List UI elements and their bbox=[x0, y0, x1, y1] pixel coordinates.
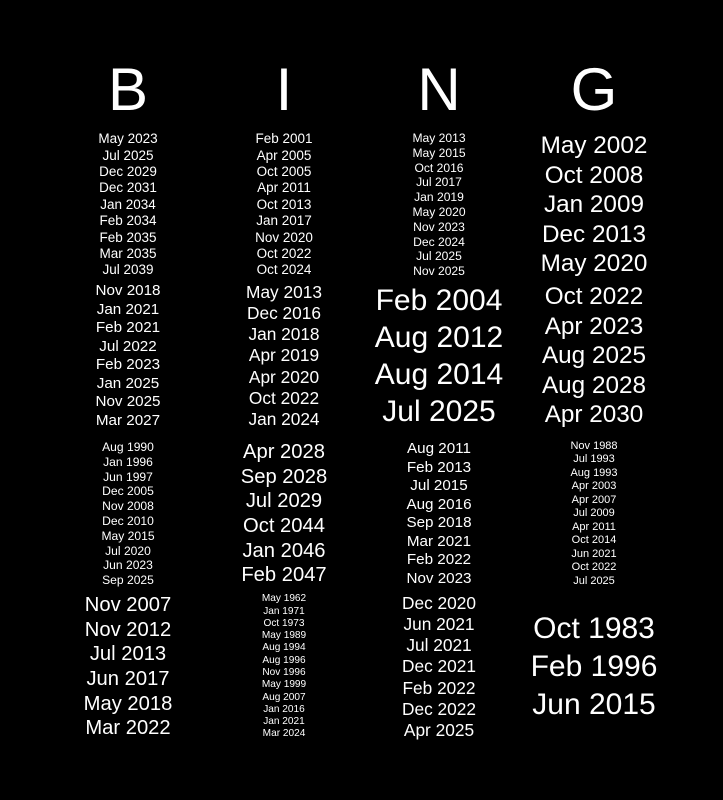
date-entry: Dec 2005 bbox=[102, 484, 154, 499]
date-entry: Aug 2028 bbox=[541, 371, 647, 399]
date-entry: Apr 2025 bbox=[403, 719, 475, 740]
date-entry: Dec 2024 bbox=[413, 234, 465, 249]
bingo-cell-n-3 bbox=[361, 440, 517, 588]
date-entry: Oct 2022 bbox=[248, 387, 320, 408]
date-entry: Feb 2047 bbox=[241, 564, 327, 587]
date-entry: Jul 2015 bbox=[410, 477, 468, 494]
date-entry: Jan 2021 bbox=[96, 300, 160, 318]
date-entry: Aug 2016 bbox=[406, 495, 472, 513]
date-entry: Feb 2013 bbox=[406, 458, 472, 476]
bingo-cell-b-2 bbox=[50, 282, 206, 430]
date-entry: May 2013 bbox=[412, 131, 466, 146]
date-entry: Jul 2022 bbox=[99, 337, 157, 355]
bingo-cell-g-1 bbox=[516, 131, 672, 279]
date-entry: May 2015 bbox=[412, 145, 466, 160]
date-entry: Sep 2018 bbox=[406, 514, 472, 531]
date-entry: Nov 2023 bbox=[406, 569, 472, 587]
date-entry: Jul 2025 bbox=[102, 147, 154, 163]
date-entry: Jan 2034 bbox=[100, 196, 156, 212]
date-entry: Nov 1988 bbox=[570, 439, 618, 452]
date-entry: Aug 1994 bbox=[262, 642, 306, 654]
date-entry: Jul 2020 bbox=[105, 543, 151, 558]
date-entry: Oct 2044 bbox=[243, 515, 325, 537]
date-entry: Mar 2021 bbox=[406, 532, 472, 550]
date-entry: Jun 2023 bbox=[103, 558, 153, 573]
title-letter-n: N bbox=[417, 56, 461, 123]
date-entry: Apr 2011 bbox=[572, 520, 616, 533]
date-entry: Dec 2010 bbox=[102, 514, 154, 528]
date-entry: Aug 1996 bbox=[262, 654, 306, 666]
date-entry: Nov 2018 bbox=[95, 282, 161, 299]
date-entry: Dec 2021 bbox=[402, 656, 476, 677]
date-entry: Dec 2031 bbox=[99, 180, 157, 196]
bingo-cell-n-2 bbox=[361, 282, 517, 430]
title-letter-i: I bbox=[275, 56, 293, 123]
date-entry: Oct 1983 bbox=[533, 612, 655, 645]
date-entry: Jun 2017 bbox=[86, 668, 170, 690]
date-entry: Jun 2021 bbox=[403, 614, 475, 635]
date-entry: Jun 1997 bbox=[103, 469, 153, 484]
date-entry: Apr 2005 bbox=[256, 147, 312, 163]
date-entry: May 1962 bbox=[261, 593, 307, 605]
date-entry: Apr 2019 bbox=[248, 345, 320, 366]
date-entry: Jul 2013 bbox=[89, 643, 167, 666]
date-entry: Jul 2009 bbox=[573, 507, 615, 520]
date-entry: Oct 2022 bbox=[544, 283, 644, 311]
date-entry: May 2018 bbox=[83, 692, 173, 715]
date-entry: Dec 2020 bbox=[402, 593, 476, 614]
date-entry: Jul 2039 bbox=[102, 262, 154, 278]
date-entry: Aug 2011 bbox=[407, 440, 471, 457]
date-entry: Feb 2001 bbox=[255, 131, 313, 147]
date-entry: Feb 1996 bbox=[530, 650, 658, 683]
date-entry: Apr 2030 bbox=[544, 401, 644, 429]
date-entry: Jun 2015 bbox=[532, 688, 656, 721]
date-entry: Oct 2022 bbox=[571, 561, 617, 574]
date-entry: Apr 2003 bbox=[571, 480, 617, 493]
bingo-cell-b-4 bbox=[50, 593, 206, 741]
date-entry: Jan 2018 bbox=[248, 324, 320, 345]
bingo-cell-b-3 bbox=[50, 440, 206, 588]
date-entry: Aug 2014 bbox=[374, 358, 504, 391]
date-entry: Nov 2012 bbox=[84, 618, 172, 641]
bingo-cell-n-1 bbox=[361, 131, 517, 279]
date-entry: Oct 2016 bbox=[414, 160, 464, 175]
date-entry: Aug 1993 bbox=[570, 466, 618, 479]
date-entry: Dec 2029 bbox=[99, 163, 157, 179]
date-entry: Jul 2025 bbox=[573, 574, 615, 587]
date-entry: Nov 2023 bbox=[413, 219, 465, 234]
bingo-cell-g-4 bbox=[516, 593, 672, 741]
date-entry: Nov 2025 bbox=[95, 393, 161, 410]
date-entry: May 2023 bbox=[98, 131, 158, 147]
date-entry: Jul 2025 bbox=[382, 395, 496, 428]
bingo-cell-i-4 bbox=[206, 593, 362, 741]
date-entry: Apr 2023 bbox=[544, 312, 644, 340]
bingo-cell-i-3 bbox=[206, 440, 362, 588]
date-entry: Nov 1996 bbox=[262, 667, 306, 678]
date-entry: Dec 2022 bbox=[402, 698, 476, 719]
date-entry: May 1989 bbox=[261, 630, 307, 642]
date-entry: Nov 2020 bbox=[255, 229, 313, 245]
date-entry: Dec 2016 bbox=[247, 303, 321, 324]
date-entry: Apr 2007 bbox=[571, 493, 617, 506]
date-entry: May 2013 bbox=[246, 282, 322, 303]
date-entry: Jul 2025 bbox=[416, 249, 462, 264]
date-entry: Sep 2025 bbox=[102, 573, 154, 588]
title-letter-b: B bbox=[107, 56, 149, 123]
date-entry: Oct 2024 bbox=[256, 262, 312, 278]
date-entry: Jul 2029 bbox=[245, 490, 323, 513]
date-entry: May 2020 bbox=[412, 205, 466, 219]
date-entry: Aug 2007 bbox=[262, 691, 306, 703]
date-entry: Feb 2023 bbox=[95, 356, 161, 373]
date-entry: Sep 2028 bbox=[240, 465, 328, 488]
date-entry: Feb 2035 bbox=[99, 229, 157, 245]
date-entry: May 2020 bbox=[540, 250, 648, 278]
bingo-cell-b-1 bbox=[50, 131, 206, 279]
date-entry: Jan 2024 bbox=[248, 408, 320, 429]
date-entry: Oct 2005 bbox=[256, 163, 312, 179]
date-entry: Oct 2014 bbox=[571, 534, 617, 547]
date-entry: Jan 2046 bbox=[242, 539, 326, 562]
date-entry: Feb 2021 bbox=[95, 319, 161, 336]
date-entry: Mar 2035 bbox=[99, 246, 157, 262]
date-entry: Mar 2022 bbox=[85, 717, 171, 740]
date-entry: Feb 2022 bbox=[406, 551, 472, 568]
date-entry: Jan 1996 bbox=[103, 454, 153, 469]
date-entry: Jun 2021 bbox=[571, 547, 617, 560]
date-entry: Aug 2012 bbox=[374, 321, 504, 354]
date-entry: Feb 2004 bbox=[375, 284, 503, 317]
date-entry: Jan 1971 bbox=[263, 605, 305, 617]
date-entry: Oct 2008 bbox=[544, 161, 644, 189]
title-letter-g: G bbox=[570, 56, 618, 123]
date-entry: May 2015 bbox=[101, 528, 155, 543]
bingo-cell-i-1 bbox=[206, 131, 362, 279]
date-entry: Apr 2011 bbox=[257, 180, 311, 196]
date-entry: Oct 2022 bbox=[256, 246, 312, 262]
date-entry: Oct 2013 bbox=[256, 196, 312, 212]
date-entry: Jan 2009 bbox=[544, 191, 644, 219]
date-entry: Jan 2025 bbox=[96, 374, 160, 392]
bingo-cell-g-2 bbox=[516, 282, 672, 430]
date-entry: Apr 2020 bbox=[248, 366, 320, 387]
date-entry: Nov 2007 bbox=[84, 593, 172, 616]
date-entry: Jul 2017 bbox=[416, 175, 462, 190]
date-entry: Dec 2013 bbox=[541, 220, 646, 248]
bingo-cell-i-2 bbox=[206, 282, 362, 430]
date-entry: Feb 2034 bbox=[99, 213, 157, 229]
date-entry: Aug 2025 bbox=[541, 342, 647, 370]
date-entry: May 2002 bbox=[540, 132, 648, 160]
date-entry: Nov 2025 bbox=[413, 264, 465, 279]
bingo-cell-n-4 bbox=[361, 593, 517, 741]
date-entry: Jul 1993 bbox=[573, 453, 615, 466]
bingo-cell-g-3 bbox=[516, 440, 672, 588]
date-entry: Nov 2008 bbox=[102, 499, 154, 514]
date-entry: Jan 2019 bbox=[414, 190, 464, 205]
date-entry: Oct 1973 bbox=[263, 617, 305, 629]
date-entry: Jul 2021 bbox=[406, 635, 472, 656]
date-entry: Jan 2021 bbox=[263, 716, 305, 728]
date-entry: Jan 2016 bbox=[263, 703, 305, 715]
date-entry: Mar 2024 bbox=[262, 728, 306, 740]
date-entry: Mar 2027 bbox=[95, 411, 161, 429]
date-entry: May 1999 bbox=[261, 679, 307, 691]
date-entry: Jan 2017 bbox=[256, 213, 312, 229]
date-entry: Apr 2028 bbox=[243, 440, 325, 463]
date-entry: Feb 2022 bbox=[402, 677, 476, 698]
date-entry: Aug 1990 bbox=[102, 440, 154, 455]
